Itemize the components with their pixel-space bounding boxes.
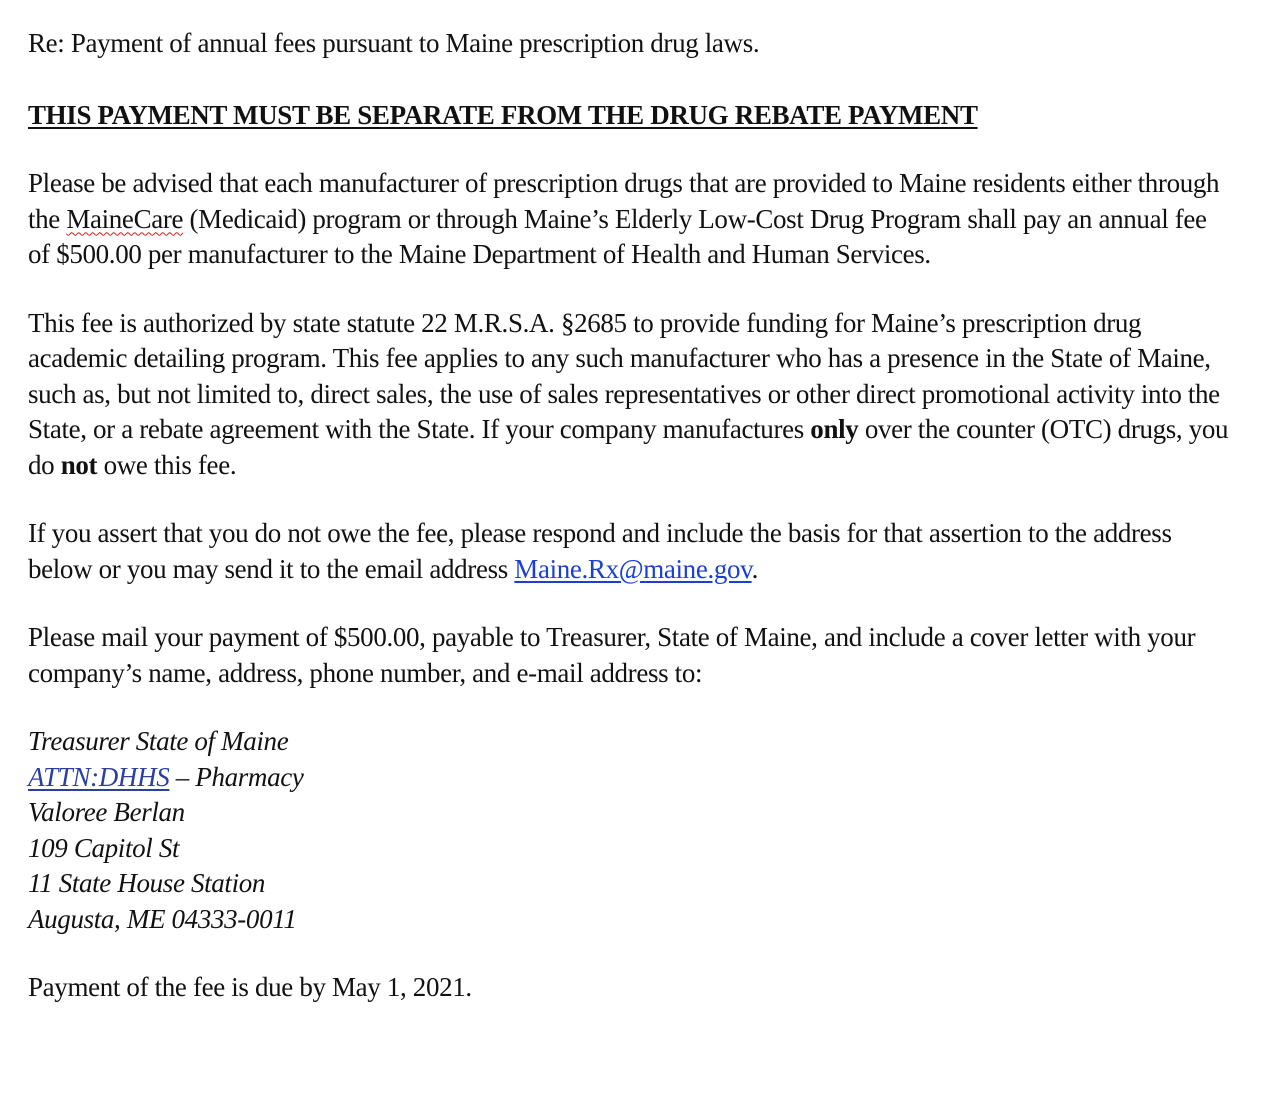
separate-payment-notice: THIS PAYMENT MUST BE SEPARATE FROM THE DRUG REBATE PAYMENT — [28, 99, 978, 130]
paragraph-statute — [28, 306, 1234, 484]
para1-text-before: Please be advised that each manufacturer of prescription drugs that are provided to Maine residents either through the — [28, 168, 1220, 234]
address-line-treasurer: Treasurer State of Maine — [28, 726, 289, 756]
address-line-attn — [28, 760, 1234, 796]
paragraph-mail-instructions: Please mail your payment of $500.00, payable to Treasurer, State of Maine, and include a cover letter with your company’s name, address, phone number, and e-mail address to: — [28, 622, 1196, 688]
due-date-line: Payment of the fee is due by May 1, 2021. — [28, 972, 472, 1002]
emphasis-only: only — [810, 414, 859, 444]
address-line-station: 11 State House Station — [28, 868, 266, 898]
attn-dhhs-label: ATTN:DHHS — [28, 761, 170, 792]
attn-pharmacy: – Pharmacy — [169, 761, 304, 792]
address-line-street: 109 Capitol St — [28, 832, 180, 863]
paragraph-exemption — [28, 516, 1234, 587]
para2-text-after: owe this fee. — [97, 449, 237, 480]
para3-text-before: If you assert that you do not owe the fee, please respond and include the basis for that assertion to the address below or you may send it to the email address — [28, 518, 1172, 584]
paragraph-fee-overview — [28, 166, 1234, 273]
emphasis-not: not — [60, 449, 98, 480]
para3-text-after: . — [751, 553, 758, 584]
address-line-name: Valoree Berlan — [28, 797, 185, 827]
mainecare-term: MaineCare — [66, 203, 184, 234]
para2-text-before: This fee is authorized by state statute 22 M.R.S.A. §2685 to provide funding for Maine’s prescription drug academic detailing program. This fee applies to any such manufacturer who has a presence in the State of Maine, such as, but not limited to, direct sales, the use of sales representatives or other direct promotional activity into the State, or a rebate agreement with the State. If your company manufactures — [28, 307, 1220, 444]
email-link[interactable]: Maine.Rx@maine.gov — [514, 553, 752, 584]
para2-text-middle: over the counter (OTC) drugs, you do — [28, 414, 1229, 480]
subject-line: Re: Payment of annual fees pursuant to Maine prescription drug laws. — [28, 28, 760, 58]
mailing-address — [28, 724, 1234, 937]
address-line-city: Augusta, ME 04333-0011 — [28, 903, 297, 934]
para1-text-after: (Medicaid) program or through Maine’s Elderly Low-Cost Drug Program shall pay an annual fee of $500.00 per manufacturer to the Maine Department of Health and Human Services. — [28, 203, 1207, 269]
